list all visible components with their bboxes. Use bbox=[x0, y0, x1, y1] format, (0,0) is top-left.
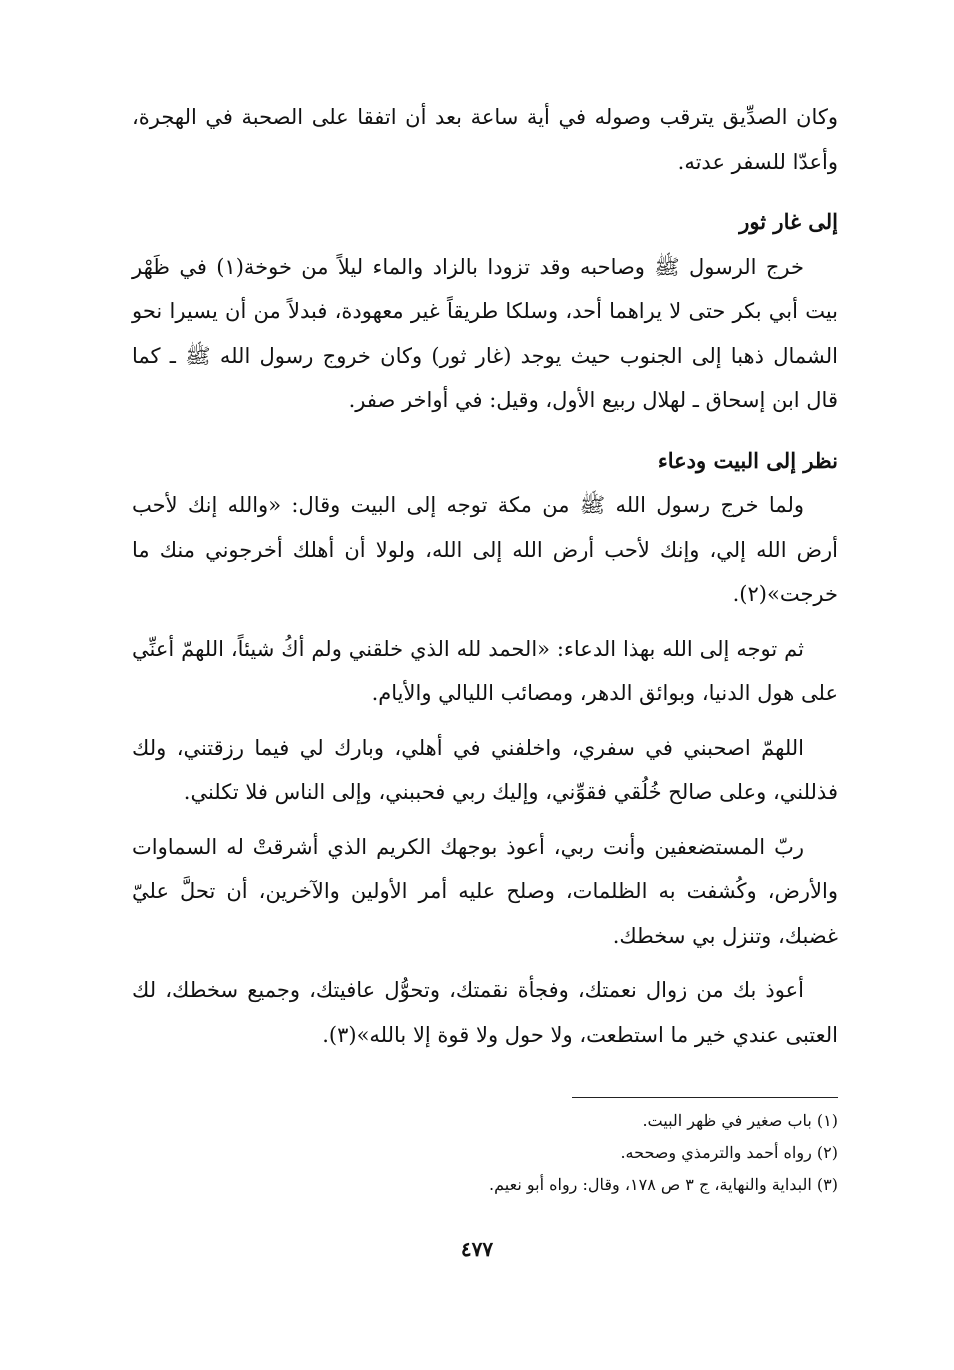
paragraph: ثم توجه إلى الله بهذا الدعاء: «الحمد لله الذي خلقني ولم أكُ شيئاً، اللهمّ أعنِّي على هول الدنيا، وبوائق الدهر، ومصائب الليالي والأيام. bbox=[132, 636, 838, 705]
main-text bbox=[132, 95, 838, 1057]
paragraph: أعوذ بك من زوال نعمتك، وفجأة نقمتك، وتحوُّل عافيتك، وجميع سخطك، لك العتبى عندي خير ما استطعت، ولا حول ولا قوة إلا بالله»(٣). bbox=[132, 978, 838, 1047]
paragraph: ربّ المستضعفين وأنت ربي، أعوذ بوجهك الكريم الذي أشرقتْ له السماوات والأرض، وكُشفت به الظلمات، وصلح عليه أمر الأولين والآخرين، أن تحلَّ عليّ غضبك، وتنزل بي سخطك. bbox=[132, 834, 838, 948]
paragraph: خرج الرسول ﷺ وصاحبه وقد تزودا بالزاد والماء ليلاً من خوخة(١) في ظَهْر بيت أبي بكر حتى لا يراهما أحد، وسلكا طريقاً غير معهودة، فبدلاً من أن يسيرا نحو الشمال ذهبا إلى الجنوب حيث يوجد (غار ثور) وكان خروج رسول الله ﷺ ـ كما قال ابن إسحاق ـ لهلال ربيع الأول، وقيل: في أواخر صفر. bbox=[132, 254, 838, 412]
section-heading: إلى غار ثور bbox=[739, 209, 838, 234]
page-number: ٤٧٧ bbox=[460, 1237, 494, 1261]
paragraph: اللهمّ اصحبني في سفري، واخلفني في أهلي، وبارك لي فيما رزقتني، ولك فذللني، وعلى صالح خُلُقي فقوِّني، وإليك ربي فحببني، وإلى الناس فلا تكلني. bbox=[132, 735, 838, 804]
footnote-divider bbox=[572, 1097, 838, 1098]
section-heading: نظر إلى البيت ودعاء bbox=[657, 447, 838, 473]
paragraph: وكان الصدِّيق يترقب وصوله في أية ساعة بعد أن اتفقا على الصحبة في الهجرة، وأعدّا للسفر عدته. bbox=[132, 105, 838, 174]
footnote: (١) باب صغير في ظهر البيت. bbox=[642, 1111, 838, 1130]
footnote: (٣) البداية والنهاية، ج ٣ ص ١٧٨، وقال: رواه أبو نعيم. bbox=[489, 1175, 838, 1194]
paragraph: ولما خرج رسول الله ﷺ من مكة توجه إلى البيت وقال: «والله إنك لأحب أرض الله إلي، وإنك لأحب أرض الله إلى الله، ولولا أن أهلك أخرجوني منك ما خرجت»(٢). bbox=[132, 493, 838, 606]
footnote: (٢) رواه أحمد والترمذي وصححه. bbox=[620, 1143, 838, 1162]
footnotes bbox=[132, 1106, 838, 1202]
